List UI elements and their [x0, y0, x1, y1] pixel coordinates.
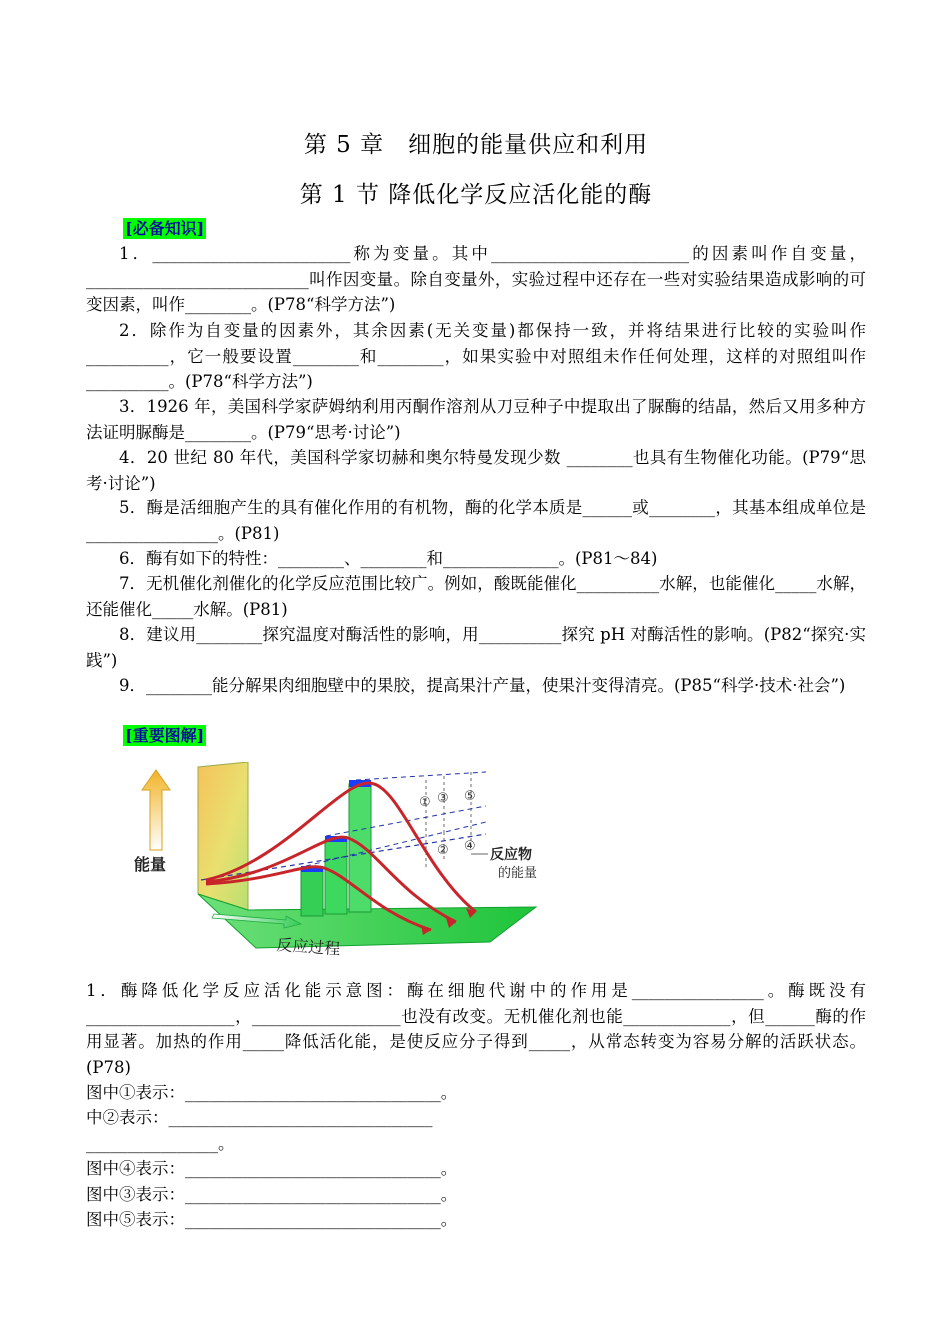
question-8: 8．建议用________探究温度对酶活性的影响，用__________探究 pH 对酶活性的影响。(P82“探究·实践”): [86, 625, 866, 670]
energy-block-enzyme: [301, 870, 323, 916]
chapter-title: 第 5 章 细胞的能量供应和利用: [303, 132, 649, 158]
section-title: 第 1 节 降低化学反应活化能的酶: [299, 182, 653, 208]
energy-axis-label: 能量: [134, 855, 167, 874]
question-9: 9．________能分解果肉细胞壁中的果胶，提高果汁产量，使果汁变得清亮。(P85“科学·技术·社会”): [119, 676, 846, 695]
marker-3: ③: [437, 791, 449, 806]
activation-energy-diagram: [126, 762, 556, 962]
marker-5: ⑤: [464, 789, 476, 804]
question-1: 1．________________________称为变量。其中________________________的因素叫作自变量，___________________________叫作因变量。除自变量外，实验过程中还存在一些对实验结果造成影响的可变因素，叫作________。(P78“科学方法”): [86, 244, 866, 314]
fill-line-4: 图中④表示：_______________________________。: [86, 1159, 458, 1178]
energy-block-uncatalyzed: [349, 784, 371, 912]
question-5: 5．酶是活细胞产生的具有催化作用的有机物，酶的化学本质是______或________，其基本组成单位是________________。(P81): [86, 498, 866, 543]
question-2: 2．除作为自变量的因素外，其余因素(无关变量)都保持一致，并将结果进行比较的实验叫作__________，它一般要设置________和________，如果实验中对照组未作任何处理，这样的对照组叫作__________。(P78“科学方法”): [86, 321, 866, 391]
marker-2: ②: [437, 843, 449, 858]
figure-tag: [重要图解]: [125, 726, 205, 745]
back-wall: [198, 762, 248, 910]
question-7: 7．无机催化剂催化的化学反应范围比较广。例如，酸既能催化__________水解，也能催化_____水解，还能催化_____水解。(P81): [86, 574, 866, 619]
marker-4: ④: [464, 839, 476, 854]
fill-line-5: 图中⑤表示：_______________________________。: [86, 1210, 458, 1229]
reactant-label: 反应物: [490, 847, 532, 863]
question-4: 4．20 世纪 80 年代，美国科学家切赫和奥尔特曼发现少数 ________也具有生物催化功能。(P79“思考·讨论”): [86, 448, 866, 493]
energy-axis-arrow: [142, 770, 170, 850]
knowledge-tag: [必备知识]: [125, 219, 205, 238]
question-6: 6．酶有如下的特性：________、________和______________。(P81～84): [119, 549, 658, 568]
figure-tag-row: [123, 723, 903, 749]
fill-line-1: 图中①表示：_______________________________。: [86, 1083, 458, 1102]
figure-question: 1．酶降低化学反应活化能示意图：酶在细胞代谢中的作用是________________。酶既没有__________________，__________________也没有改变。无机催化剂也能_____________，但______酶的作用显著。加热的作用_____降低活化能，是使反应分子得到_____，从常态转变为容易分解的活跃状态。(P78): [86, 981, 866, 1077]
process-axis-label: 反应过程: [275, 935, 341, 959]
question-3: 3．1926 年，美国科学家萨姆纳利用丙酮作溶剂从刀豆种子中提取出了脲酶的结晶，然后又用多种方法证明脲酶是________。(P79“思考·讨论”): [86, 397, 866, 442]
fill-line-2: 中②表示：________________________________: [86, 1108, 433, 1127]
fill-line-2-cont: ________________。: [86, 1134, 235, 1153]
marker-1: ①: [419, 795, 431, 810]
knowledge-tag-row: [123, 216, 903, 242]
fill-line-3: 图中③表示：_______________________________。: [86, 1185, 458, 1204]
reactant-label-sub: 的能量: [498, 866, 538, 881]
